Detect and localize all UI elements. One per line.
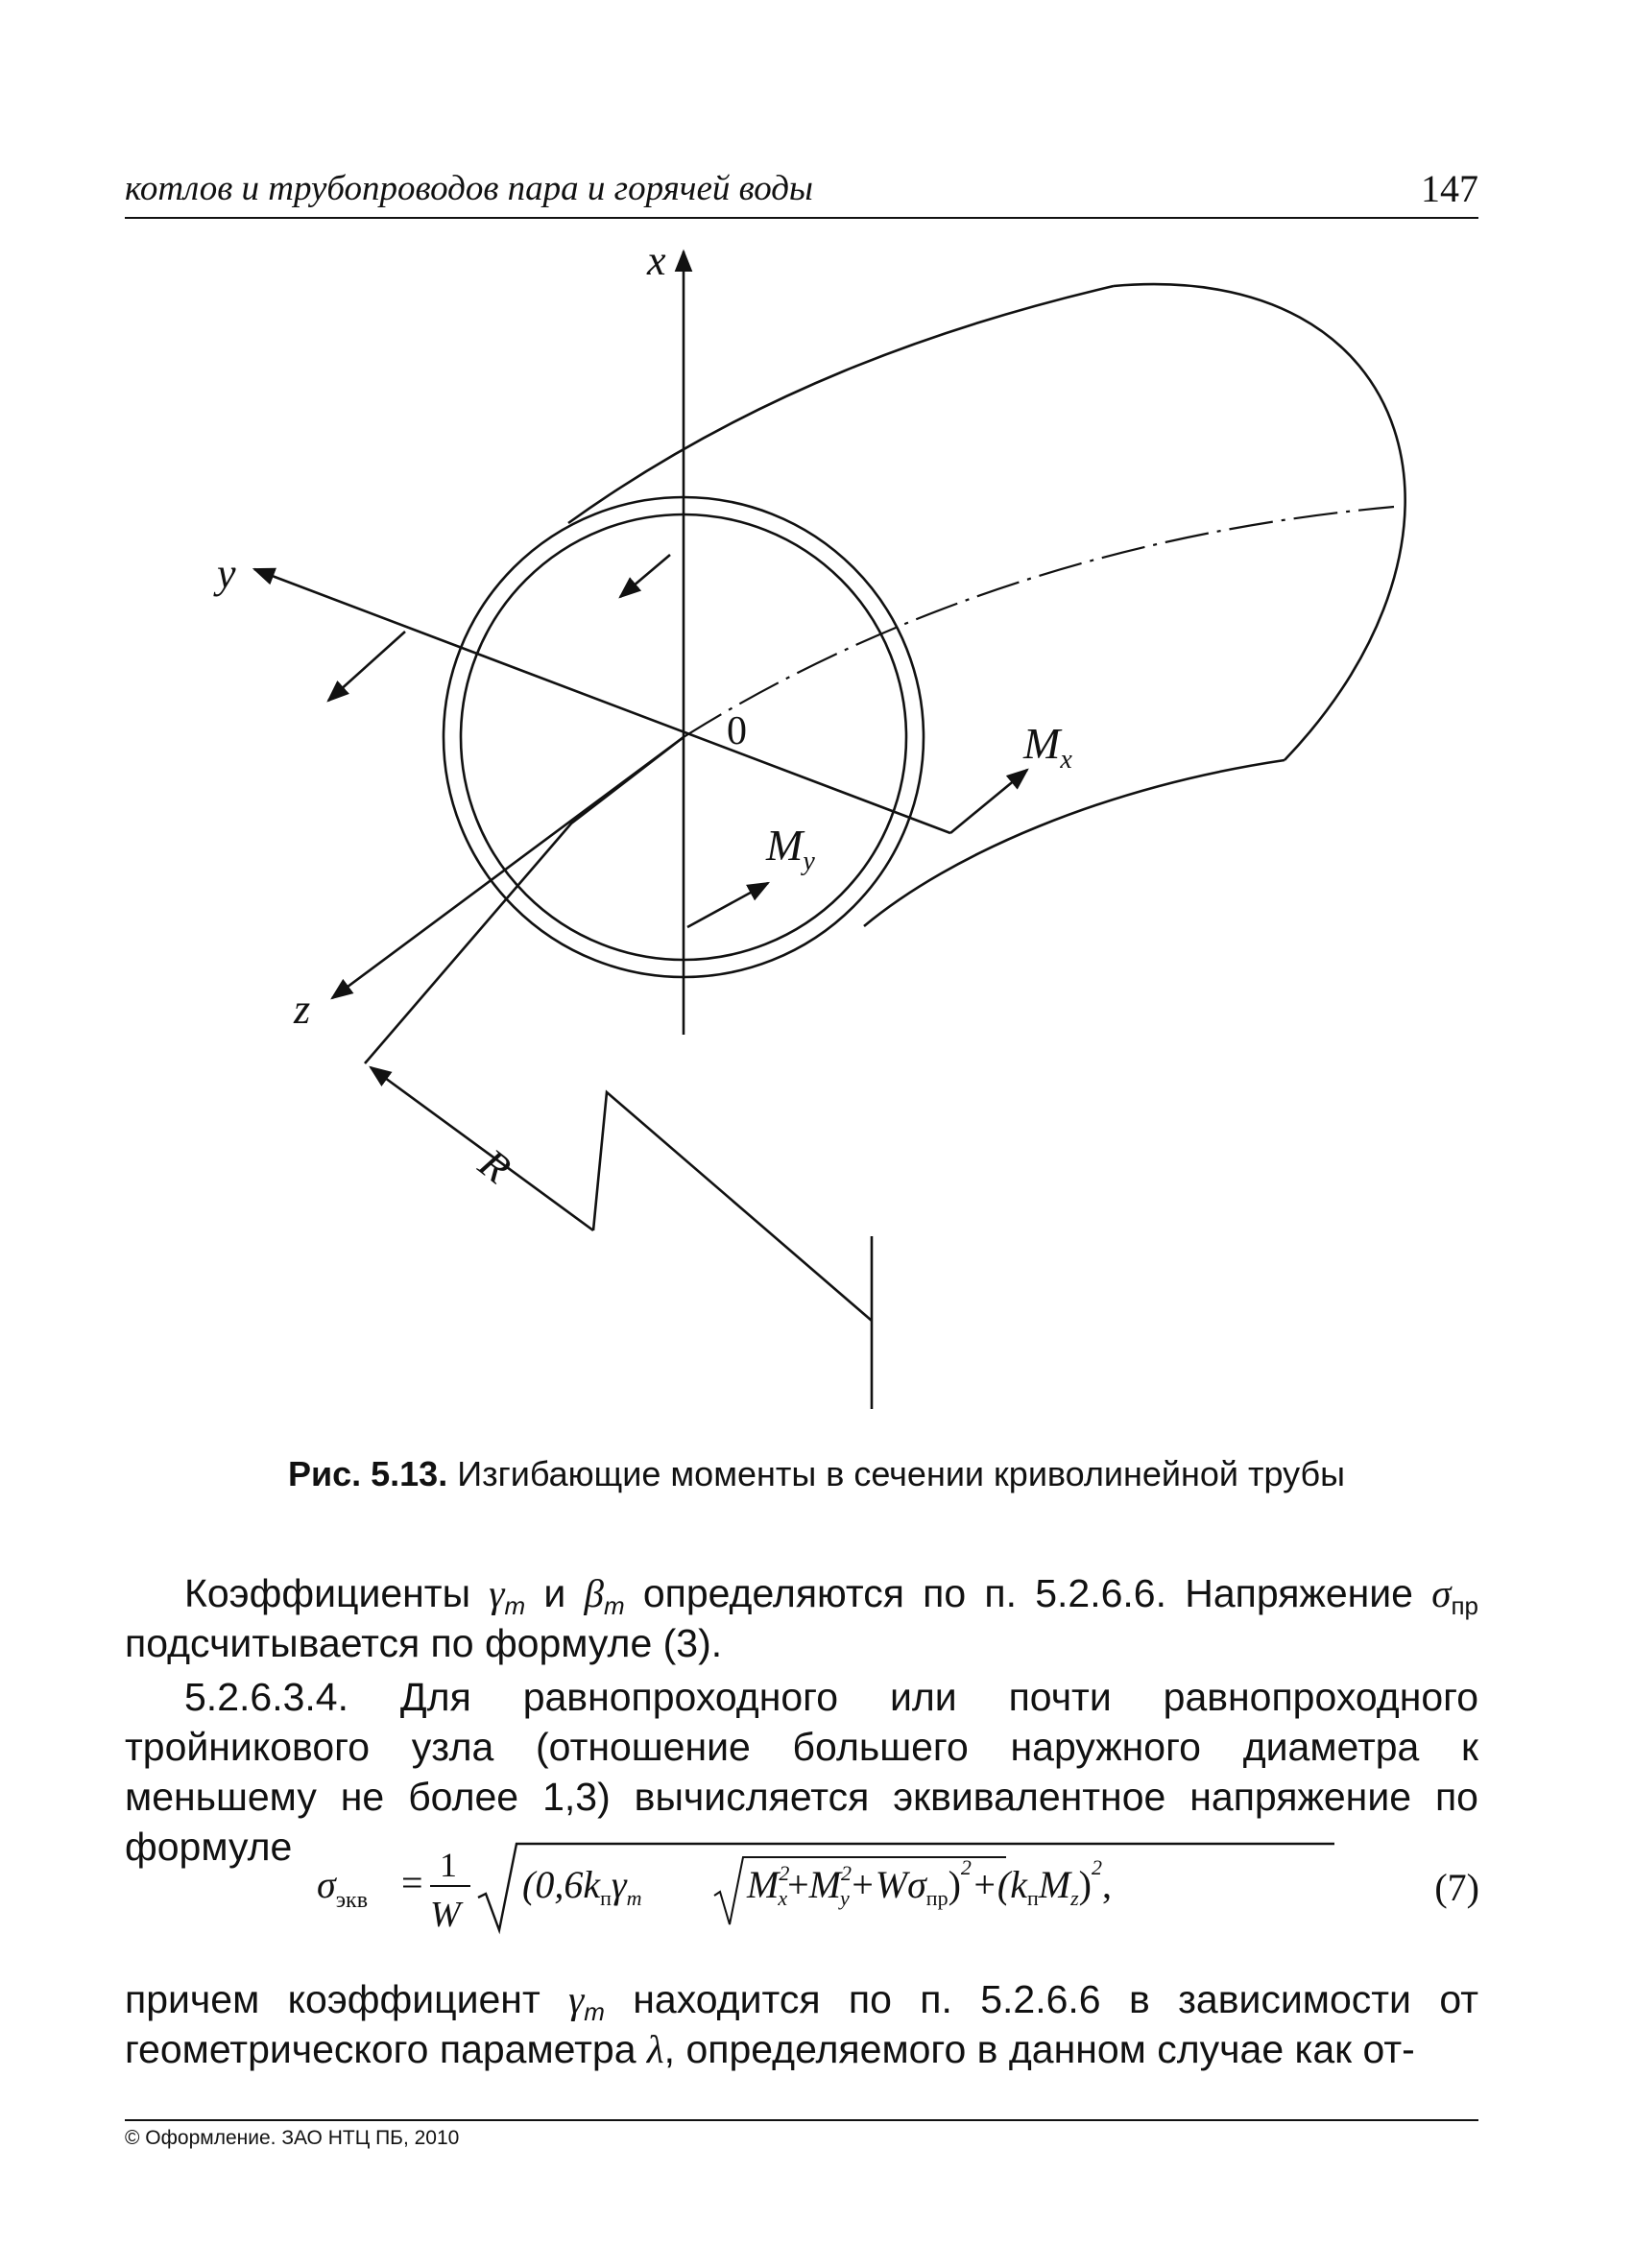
formula-x-subscript: x — [778, 1886, 788, 1910]
y-axis-label: y — [217, 550, 236, 597]
paragraph-coefficients — [125, 1568, 1478, 1668]
formula-m-subscript: m — [626, 1886, 642, 1910]
curved-pipe-figure — [0, 221, 1633, 1440]
m-subscript: m — [603, 1591, 625, 1620]
paragraph-5-2-6-3-4: 5.2.6.3.4. Для равнопроходного или почти равнопроходного тройникового узла (отношение большего наружного диаметра к меньшему не более 1,3) вычисляется эквивалентное напряжение по формуле — [125, 1675, 1478, 1869]
formula-z-subscript: z — [1070, 1886, 1079, 1910]
page-number: 147 — [1421, 167, 1478, 210]
radius-label: R — [469, 1139, 520, 1193]
y-axis — [254, 569, 950, 833]
formula-square: 2 — [960, 1855, 972, 1879]
formula-lhs: σ — [317, 1863, 336, 1906]
formula-comma: , — [1101, 1863, 1112, 1906]
formula-denominator: W — [430, 1895, 461, 1935]
running-title: котлов и трубопроводов пара и горячей воды — [125, 169, 813, 208]
svg-text:σэкв — [317, 1863, 368, 1913]
pipe-end-contour — [1114, 284, 1405, 760]
formula-my: M — [808, 1863, 841, 1906]
formula-7 — [317, 1838, 1373, 1944]
page-header — [125, 163, 1478, 219]
mx-label: $M_x$ — [1023, 719, 1072, 775]
formula-y-subscript: y — [839, 1886, 850, 1910]
m-subscript: m — [504, 1591, 526, 1620]
footer-copyright: © Оформление. ЗАО НТЦ ПБ, 2010 — [125, 2127, 460, 2149]
p1-text: и — [525, 1571, 585, 1615]
footer-divider — [125, 2119, 1478, 2121]
formula-equals: = — [401, 1861, 423, 1904]
gamma-symbol: γ — [489, 1571, 505, 1615]
svg-text:M2x+M2y+Wσпр)2+(kпMz)2, — [746, 1855, 1112, 1910]
p1-text: подсчитывается по формуле (3). — [125, 1621, 723, 1665]
formula-close: ) — [1078, 1863, 1092, 1906]
paragraph-coefficient-gamma — [125, 1974, 1478, 2074]
moment-arrow-upper — [620, 555, 670, 597]
pipe-upper-contour — [568, 286, 1114, 523]
p3-text: находится по п. 5.2.6.6 в зависимости от геометрического параметра — [125, 1977, 1479, 2071]
my-label: $M_y$ — [766, 821, 815, 876]
equation-number: (7) — [1434, 1866, 1479, 1909]
p3-text: причем коэффициент — [125, 1977, 569, 2021]
caption-number: Рис. 5.13. — [287, 1454, 448, 1493]
formula-square: 2 — [840, 1861, 852, 1885]
sigma-symbol: σ — [1431, 1571, 1452, 1615]
m-subscript: m — [584, 1997, 605, 2026]
p1-text: Коэффициенты — [184, 1571, 490, 1615]
origin-label: 0 — [727, 709, 747, 753]
formula-gamma: γ — [611, 1863, 627, 1906]
formula-kn-subscript: п — [600, 1886, 612, 1910]
mx-arrow — [950, 770, 1027, 833]
formula-pr-subscript: пр — [925, 1886, 949, 1910]
formula-term2: +(k — [971, 1863, 1027, 1906]
formula-square: 2 — [1091, 1855, 1102, 1879]
formula-plus: + — [787, 1863, 809, 1906]
x-axis-label: x — [647, 237, 666, 284]
formula-kn-subscript: п — [1026, 1886, 1039, 1910]
pr-subscript: пр — [1451, 1591, 1478, 1620]
formula-mz: M — [1038, 1863, 1071, 1906]
caption-text: Изгибающие моменты в сечении криволинейной трубы — [457, 1454, 1346, 1493]
p1-text: определяются по п. 5.2.6.6. Напряжение — [624, 1571, 1432, 1615]
formula-w-sigma: +Wσ — [849, 1863, 926, 1906]
formula-square: 2 — [779, 1861, 790, 1885]
my-arrow — [687, 883, 768, 927]
radius-arrow — [371, 1067, 593, 1230]
beta-symbol: β — [584, 1571, 604, 1615]
figure-caption — [0, 1454, 1633, 1494]
svg-text:(0,6kпγm — [522, 1863, 642, 1910]
formula-lhs-subscript: экв — [335, 1888, 369, 1913]
p3-text: , определяемого в данном случае как от- — [663, 2027, 1415, 2071]
formula-numerator: 1 — [440, 1846, 457, 1884]
moment-arrow-left — [328, 632, 405, 701]
formula-mx: M — [747, 1863, 780, 1906]
formula-term1: (0,6k — [522, 1863, 601, 1906]
pipe-lower-contour — [864, 760, 1285, 926]
gamma-symbol: γ — [568, 1977, 585, 2021]
lambda-symbol: λ — [646, 2027, 664, 2071]
break-symbol — [593, 1092, 872, 1321]
formula-close: ) — [948, 1863, 961, 1906]
z-axis-label: z — [294, 986, 311, 1033]
radius-line — [365, 737, 684, 1063]
